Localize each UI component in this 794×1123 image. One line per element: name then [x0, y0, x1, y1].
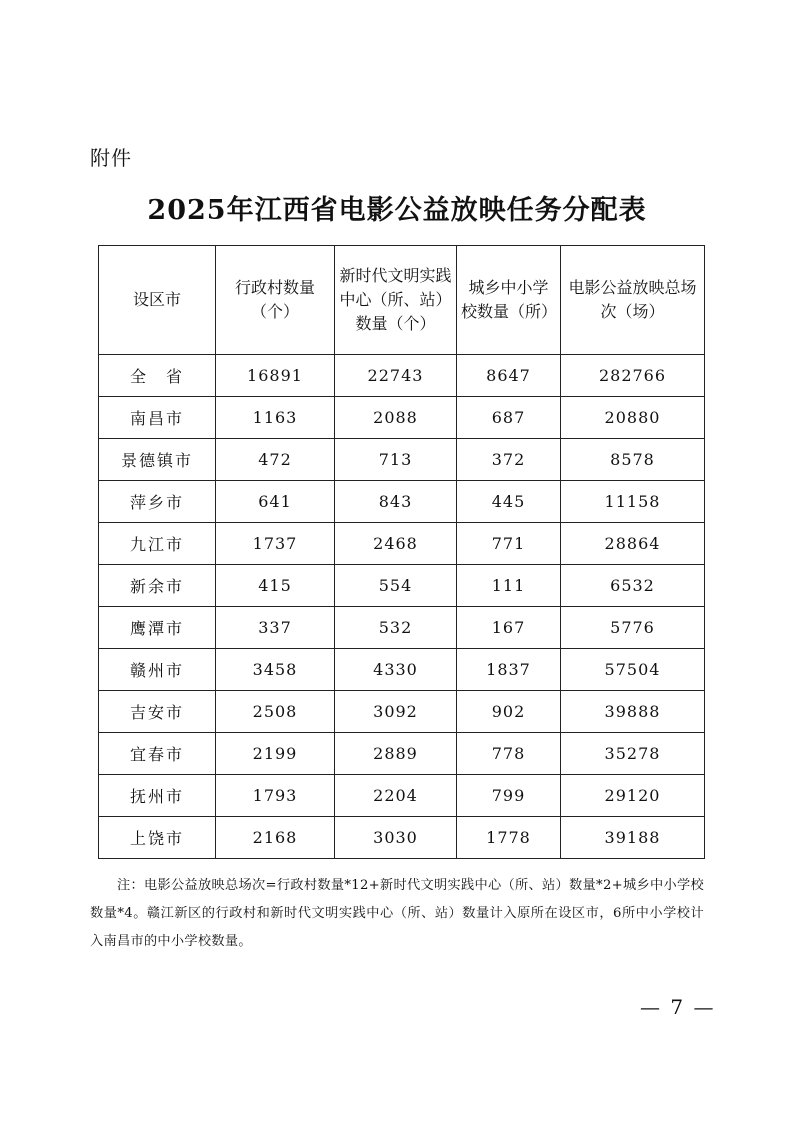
screenings-cell: 282766 — [561, 355, 705, 397]
practice-centers-cell: 4330 — [335, 649, 457, 691]
practice-centers-cell: 22743 — [335, 355, 457, 397]
region-cell: 上饶市 — [99, 817, 216, 859]
villages-cell: 16891 — [216, 355, 335, 397]
villages-cell: 415 — [216, 565, 335, 607]
practice-centers-cell: 713 — [335, 439, 457, 481]
practice-centers-cell: 2088 — [335, 397, 457, 439]
schools-cell: 445 — [457, 481, 561, 523]
screenings-cell: 5776 — [561, 607, 705, 649]
document-title: 2025年江西省电影公益放映任务分配表 — [147, 195, 647, 226]
practice-centers-cell: 3092 — [335, 691, 457, 733]
practice-centers-cell: 843 — [335, 481, 457, 523]
region-cell: 宜春市 — [99, 733, 216, 775]
table-row — [99, 355, 705, 397]
schools-cell: 111 — [457, 565, 561, 607]
schools-cell: 902 — [457, 691, 561, 733]
table-row — [99, 817, 705, 859]
table-row — [99, 523, 705, 565]
screenings-cell: 8578 — [561, 439, 705, 481]
column-header-practice-centers: 新时代文明实践中心（所、站）数量（个） — [335, 246, 457, 355]
region-cell: 全 省 — [99, 355, 216, 397]
screenings-cell: 28864 — [561, 523, 705, 565]
table-note: 注：电影公益放映总场次=行政村数量*12+新时代文明实践中心（所、站）数量*2+城乡中小学校数量*4。赣江新区的行政村和新时代文明实践中心（所、站）数量计入原所在设区市，6所中小学校计入南昌市的中小学校数量。 — [90, 878, 704, 949]
region-cell: 抚州市 — [99, 775, 216, 817]
table-row — [99, 775, 705, 817]
schools-cell: 1837 — [457, 649, 561, 691]
table-row — [99, 439, 705, 481]
region-cell: 南昌市 — [99, 397, 216, 439]
villages-cell: 2199 — [216, 733, 335, 775]
villages-cell: 337 — [216, 607, 335, 649]
table-row — [99, 397, 705, 439]
column-header-schools: 城乡中小学校数量（所） — [457, 246, 561, 355]
screenings-cell: 11158 — [561, 481, 705, 523]
villages-cell: 641 — [216, 481, 335, 523]
villages-cell: 3458 — [216, 649, 335, 691]
villages-cell: 1737 — [216, 523, 335, 565]
region-cell: 鹰潭市 — [99, 607, 216, 649]
villages-cell: 1163 — [216, 397, 335, 439]
practice-centers-cell: 3030 — [335, 817, 457, 859]
region-cell: 赣州市 — [99, 649, 216, 691]
villages-cell: 1793 — [216, 775, 335, 817]
attachment-label: 附件 — [90, 146, 132, 170]
column-header-region: 设区市 — [99, 246, 216, 355]
practice-centers-cell: 2889 — [335, 733, 457, 775]
region-cell: 九江市 — [99, 523, 216, 565]
schools-cell: 771 — [457, 523, 561, 565]
column-header-screenings: 电影公益放映总场次（场） — [561, 246, 705, 355]
allocation-table — [98, 245, 705, 859]
schools-cell: 167 — [457, 607, 561, 649]
table-row — [99, 565, 705, 607]
schools-cell: 799 — [457, 775, 561, 817]
column-header-villages: 行政村数量（个） — [216, 246, 335, 355]
table-row — [99, 607, 705, 649]
table-row — [99, 649, 705, 691]
table-row — [99, 481, 705, 523]
villages-cell: 2508 — [216, 691, 335, 733]
table-row — [99, 691, 705, 733]
villages-cell: 472 — [216, 439, 335, 481]
schools-cell: 778 — [457, 733, 561, 775]
screenings-cell: 35278 — [561, 733, 705, 775]
table-header-row — [99, 246, 705, 355]
practice-centers-cell: 2468 — [335, 523, 457, 565]
region-cell: 萍乡市 — [99, 481, 216, 523]
practice-centers-cell: 2204 — [335, 775, 457, 817]
screenings-cell: 39188 — [561, 817, 705, 859]
screenings-cell: 6532 — [561, 565, 705, 607]
schools-cell: 8647 — [457, 355, 561, 397]
region-cell: 景德镇市 — [99, 439, 216, 481]
practice-centers-cell: 554 — [335, 565, 457, 607]
region-cell: 吉安市 — [99, 691, 216, 733]
screenings-cell: 20880 — [561, 397, 705, 439]
schools-cell: 687 — [457, 397, 561, 439]
schools-cell: 372 — [457, 439, 561, 481]
practice-centers-cell: 532 — [335, 607, 457, 649]
page-number: — 7 — — [640, 995, 716, 1019]
screenings-cell: 39888 — [561, 691, 705, 733]
screenings-cell: 29120 — [561, 775, 705, 817]
table-row — [99, 733, 705, 775]
region-cell: 新余市 — [99, 565, 216, 607]
villages-cell: 2168 — [216, 817, 335, 859]
schools-cell: 1778 — [457, 817, 561, 859]
screenings-cell: 57504 — [561, 649, 705, 691]
